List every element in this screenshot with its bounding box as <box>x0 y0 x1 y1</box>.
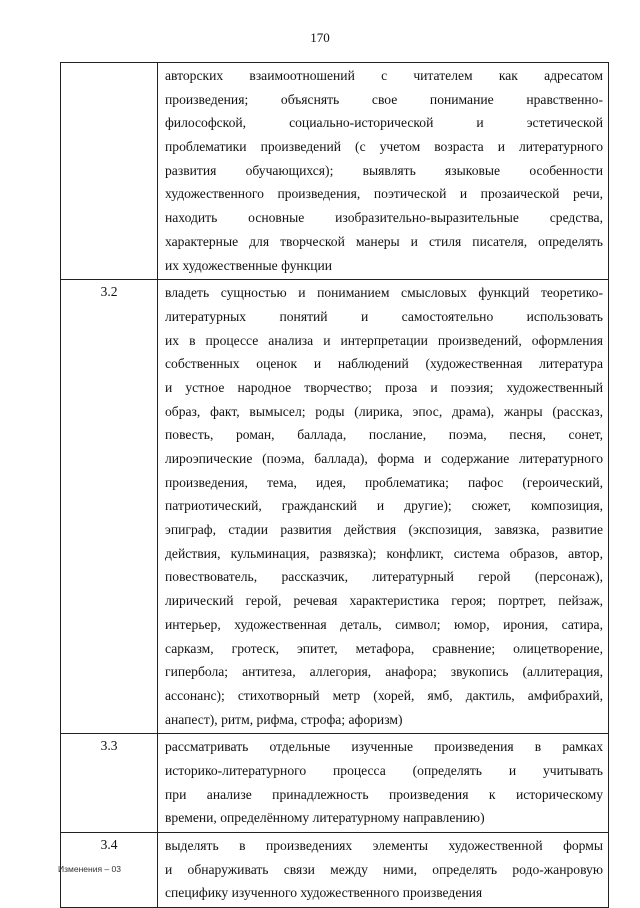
footer-revision-note: Изменения – 03 <box>58 864 121 874</box>
table-row <box>61 280 609 734</box>
text-line: образ, факт, вымысел; роды (лирика, эпос, драма), жанры (рассказ, <box>165 403 603 419</box>
text-line: проблематики произведений (с учетом возраста и литературного <box>165 139 603 155</box>
text-line: характерные для творческой манеры и стиля писателя, определять <box>165 233 603 249</box>
text-line: философской, социально-исторической и эстетической <box>165 115 603 131</box>
table-row <box>61 734 609 833</box>
item-number-cell: 3.4 <box>61 833 158 908</box>
text-line: эпиграф, стадии развития действия (экспозиция, завязка, развитие <box>165 522 603 538</box>
text-line: анапест), ритм, рифма, строфа; афоризм) <box>165 711 403 727</box>
item-text-cell <box>158 63 609 280</box>
text-line: действия, кульминация, развязка); конфликт, система образов, автор, <box>165 545 603 561</box>
text-line: лирический герой, речевая характеристика героя; портрет, пейзаж, <box>165 593 603 609</box>
text-line: при анализе принадлежность произведения к историческому <box>165 786 603 802</box>
text-line: сарказм, гротеск, эпитет, метафора, сравнение; олицетворение, <box>165 640 603 656</box>
text-line: владеть сущностью и пониманием смысловых функций теоретико- <box>165 285 603 301</box>
text-line: интерьер, художественная деталь, символ; юмор, ирония, сатира, <box>165 616 603 632</box>
text-line: патриотический, гражданский и другие); сюжет, композиция, <box>165 498 603 514</box>
item-number-cell <box>61 63 158 280</box>
text-line: собственных оценок и наблюдений (художественная литература <box>165 356 603 372</box>
text-line: произведения; объяснять свое понимание нравственно- <box>165 91 603 107</box>
text-line: художественного произведения, поэтической и прозаической речи, <box>165 186 603 202</box>
requirements-table <box>60 62 609 908</box>
table-row <box>61 833 609 908</box>
text-line: находить основные изобразительно-выразительные средства, <box>165 210 603 226</box>
requirements-table-body <box>61 63 609 908</box>
text-line: их в процессе анализа и интерпретации произведений, оформления <box>165 332 603 348</box>
text-line: рассматривать отдельные изученные произведения в рамках <box>165 739 603 755</box>
text-line: историко-литературного процесса (определять и учитывать <box>165 762 603 778</box>
text-line: и обнаруживать связи между ними, определять родо-жанровую <box>165 861 603 877</box>
text-line: лироэпические (поэма, баллада), форма и содержание литературного <box>165 451 603 466</box>
text-line: специфику изученного художественного произведения <box>165 885 483 901</box>
text-line: авторских взаимоотношений с читателем как адресатом <box>165 68 603 83</box>
text-line: выделять в произведениях элементы художественной формы <box>165 838 603 853</box>
table-row <box>61 63 609 280</box>
page-number: 170 <box>310 30 330 45</box>
text-line: литературных понятий и самостоятельно использовать <box>165 308 603 324</box>
text-line: повесть, роман, баллада, послание, поэма, песня, сонет, <box>165 427 603 443</box>
text-line: их художественные функции <box>165 257 333 273</box>
item-text-cell <box>158 280 609 734</box>
item-text-cell <box>158 833 609 908</box>
text-line: произведения, тема, идея, проблематика; пафос (героический, <box>165 474 603 490</box>
text-line: развития обучающихся); выявлять языковые особенности <box>165 162 603 178</box>
text-line: повествователь, рассказчик, литературный герой (персонаж), <box>165 569 603 585</box>
item-text-cell <box>158 734 609 833</box>
item-number-cell: 3.2 <box>61 280 158 734</box>
text-line: гипербола; антитеза, аллегория, анафора; звукопись (аллитерация, <box>165 664 603 680</box>
text-line: ассонанс); стихотворный метр (хорей, ямб, дактиль, амфибрахий, <box>165 687 603 703</box>
text-line: и устное народное творчество; проза и поэзия; художественный <box>165 379 603 395</box>
item-number-cell: 3.3 <box>61 734 158 833</box>
text-line: времени, определённому литературному направлению) <box>165 810 485 826</box>
